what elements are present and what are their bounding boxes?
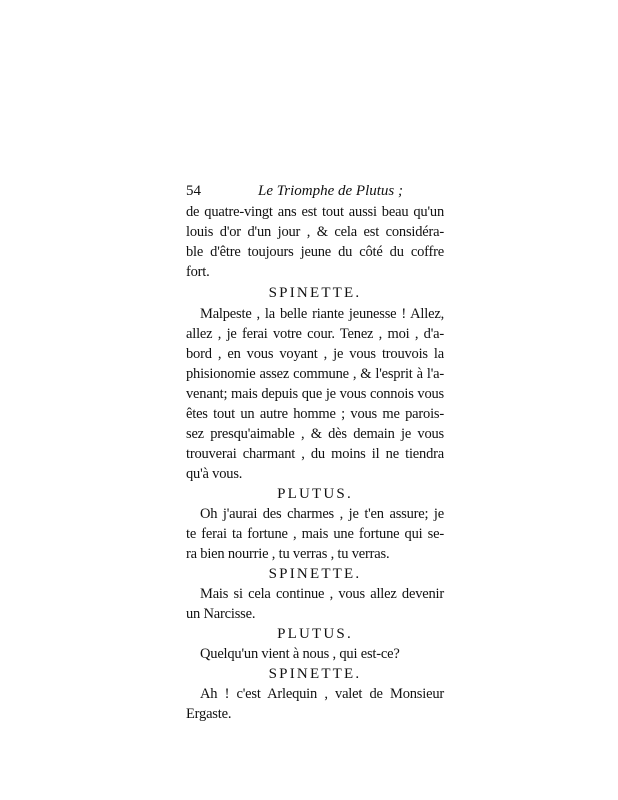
text-line: phisionomie assez commune , & l'esprit à l'a- — [186, 366, 444, 382]
page-header — [186, 180, 444, 202]
text-line: un Narcisse. — [186, 606, 256, 622]
page-number: 54 — [186, 183, 201, 199]
text-line: Malpeste , la belle riante jeunesse ! Allez, — [200, 306, 444, 322]
speaker-name: SPINETTE. — [268, 566, 362, 582]
text-line: êtes tout un autre homme ; vous me parois- — [186, 406, 444, 422]
text-line: ble d'être toujours jeune du côté du coffre — [186, 244, 444, 260]
speaker-name: PLUTUS. — [277, 486, 353, 502]
text-line: de quatre-vingt ans est tout aussi beau qu'un — [186, 204, 444, 220]
text-line: trouverai charmant , du moins il ne tiendra — [186, 446, 444, 462]
text-line: sez presqu'aimable , & dès demain je vous — [186, 426, 444, 442]
speaker-name: PLUTUS. — [277, 626, 353, 642]
text-line: te ferai ta fortune , mais une fortune qui se- — [186, 526, 444, 542]
text-line: allez , je ferai votre cour. Tenez , moi , d'a- — [186, 326, 444, 342]
speaker-name: SPINETTE. — [268, 285, 362, 301]
text-line: Ah ! c'est Arlequin , valet de Monsieur — [200, 686, 444, 702]
text-line: Oh j'aurai des charmes , je t'en assure; je — [200, 506, 444, 522]
running-title: Le Triomphe de Plutus ; — [258, 183, 403, 199]
text-line: louis d'or d'un jour , & cela est considéra- — [186, 224, 444, 240]
text-line: Mais si cela continue , vous allez devenir — [200, 586, 444, 602]
text-line: Ergaste. — [186, 706, 232, 722]
text-line: venant; mais depuis que je vous connois vous — [186, 386, 444, 402]
speaker-name: SPINETTE. — [268, 666, 362, 682]
text-line: fort. — [186, 264, 210, 280]
text-line: qu'à vous. — [186, 466, 243, 482]
text-line: ra bien nourrie , tu verras , tu verras. — [186, 546, 390, 562]
text-line: bord , en vous voyant , je vous trouvois la — [186, 346, 444, 362]
text-line: Quelqu'un vient à nous , qui est-ce? — [200, 646, 400, 662]
